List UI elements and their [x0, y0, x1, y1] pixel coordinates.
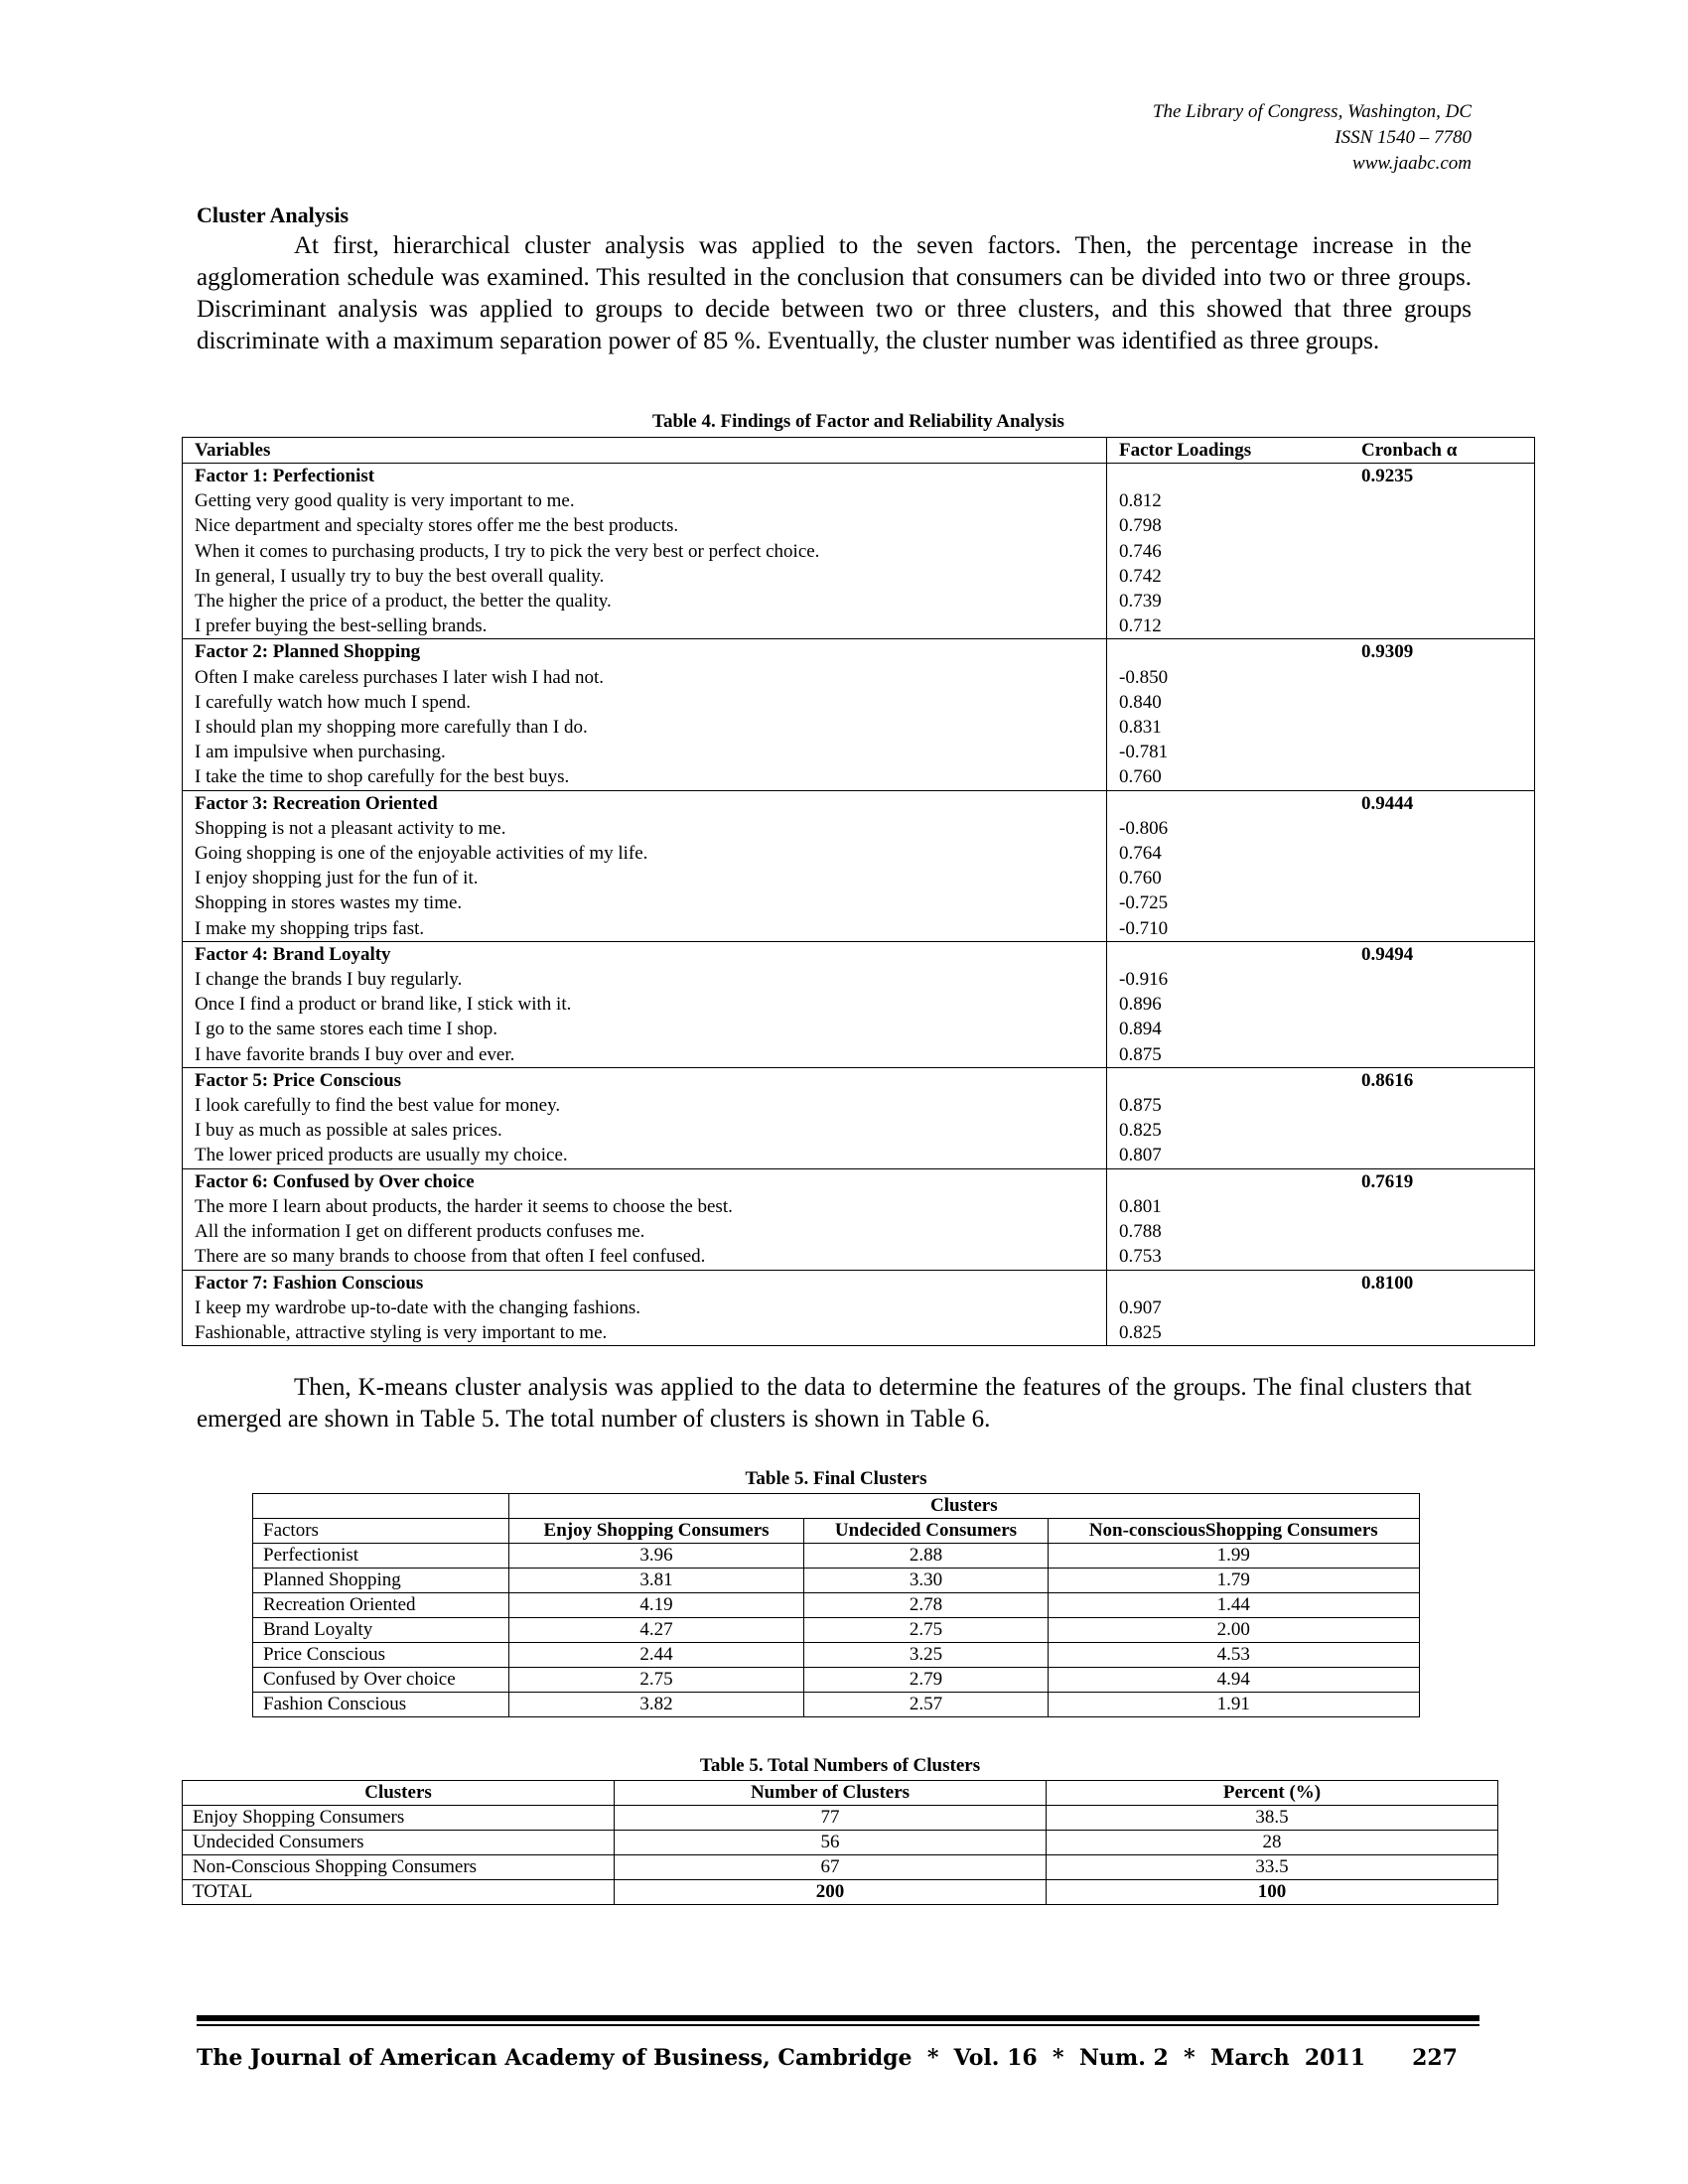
table-row: [253, 1668, 1420, 1693]
item-variable: I prefer buying the best-selling brands.: [183, 614, 1107, 639]
item-variable: I look carefully to find the best value for money.: [183, 1093, 1107, 1118]
item-loading: 0.739: [1119, 591, 1162, 613]
item-variable: The more I learn about products, the harder it seems to choose the best.: [183, 1194, 1107, 1219]
table-5-empty-cell: [253, 1494, 509, 1519]
value-cell: 33.5: [1047, 1855, 1498, 1880]
table-6-body: [183, 1806, 1498, 1905]
item-variable: Once I find a product or brand like, I stick with it.: [183, 992, 1107, 1017]
item-alpha-empty: [1349, 967, 1535, 992]
item-row: [183, 1219, 1535, 1244]
score-cell: 1.79: [1048, 1569, 1419, 1593]
item-alpha-empty: [1349, 740, 1535, 764]
table-6: [182, 1780, 1498, 1905]
item-variable: Going shopping is one of the enjoyable activities of my life.: [183, 841, 1107, 866]
item-row: [183, 1194, 1535, 1219]
score-cell: 4.53: [1048, 1643, 1419, 1668]
item-variable: I buy as much as possible at sales prices.: [183, 1118, 1107, 1143]
item-loading: 0.788: [1119, 1221, 1162, 1243]
factor-cell: Recreation Oriented: [253, 1593, 509, 1618]
item-row: [183, 841, 1535, 866]
page-number: 227: [1412, 2045, 1458, 2071]
table-5-body: [253, 1544, 1420, 1717]
table-4-header-alpha: Cronbach α: [1349, 438, 1535, 464]
score-cell: 3.25: [804, 1643, 1048, 1668]
item-alpha-empty: [1349, 564, 1535, 589]
footer-journal: The Journal of American Academy of Business, Cambridge * Vol. 16 * Num. 2 * March 2011: [197, 2045, 1366, 2071]
item-loading: 0.807: [1119, 1145, 1162, 1166]
item-alpha-empty: [1349, 1017, 1535, 1041]
item-variable: Shopping is not a pleasant activity to me.: [183, 816, 1107, 841]
item-variable: The lower priced products are usually my choice.: [183, 1143, 1107, 1168]
item-row: [183, 614, 1535, 639]
item-loading: -0.781: [1119, 742, 1169, 763]
factor-row: [183, 1067, 1535, 1093]
item-loading: -0.806: [1119, 817, 1169, 839]
factor-cell: Perfectionist: [253, 1544, 509, 1569]
item-loading: 0.760: [1119, 766, 1162, 788]
factor-loading-empty: [1107, 1067, 1350, 1093]
table-4-header-variables: Variables: [183, 438, 1107, 464]
item-alpha-empty: [1349, 1320, 1535, 1346]
item-alpha-empty: [1349, 1244, 1535, 1270]
item-alpha-empty: [1349, 764, 1535, 790]
factor-cell: Confused by Over choice: [253, 1668, 509, 1693]
item-variable: I go to the same stores each time I shop.: [183, 1017, 1107, 1041]
item-loading: -0.916: [1119, 969, 1169, 991]
item-row: [183, 1143, 1535, 1168]
item-row: [183, 564, 1535, 589]
score-cell: 4.19: [508, 1593, 804, 1618]
factor-alpha: 0.9444: [1349, 790, 1535, 816]
factor-name: Factor 1: Perfectionist: [183, 464, 1107, 489]
item-alpha-empty: [1349, 690, 1535, 715]
item-row: [183, 513, 1535, 538]
score-cell: 2.79: [804, 1668, 1048, 1693]
table-6-header-number: Number of Clusters: [615, 1781, 1047, 1806]
item-row: [183, 916, 1535, 942]
table-row: [183, 1806, 1498, 1831]
item-alpha-empty: [1349, 589, 1535, 614]
item-loading: -0.850: [1119, 666, 1169, 688]
item-alpha-empty: [1349, 1194, 1535, 1219]
factor-name: Factor 3: Recreation Oriented: [183, 790, 1107, 816]
score-cell: 2.44: [508, 1643, 804, 1668]
item-variable: Often I make careless purchases I later wish I had not.: [183, 665, 1107, 690]
table-4-header-row: [183, 438, 1535, 464]
item-row: [183, 1244, 1535, 1270]
item-variable: I change the brands I buy regularly.: [183, 967, 1107, 992]
factor-row: [183, 1270, 1535, 1296]
item-row: [183, 1296, 1535, 1320]
item-variable: I am impulsive when purchasing.: [183, 740, 1107, 764]
item-loading: 0.896: [1119, 994, 1162, 1016]
factor-alpha: 0.8100: [1349, 1270, 1535, 1296]
item-row: [183, 1118, 1535, 1143]
factor-cell: Fashion Conscious: [253, 1693, 509, 1717]
item-row: [183, 1093, 1535, 1118]
table-4: [182, 437, 1535, 1346]
item-alpha-empty: [1349, 866, 1535, 890]
item-variable: Fashionable, attractive styling is very important to me.: [183, 1320, 1107, 1346]
item-loading: 0.712: [1119, 615, 1162, 637]
table-5-header-undecided: Undecided Consumers: [804, 1519, 1048, 1544]
factor-row: [183, 464, 1535, 489]
item-variable: I make my shopping trips fast.: [183, 916, 1107, 942]
factor-loading-empty: [1107, 790, 1350, 816]
value-cell: 100: [1047, 1880, 1498, 1905]
item-alpha-empty: [1349, 841, 1535, 866]
factor-row: [183, 941, 1535, 967]
footer-rule-thin: [197, 2024, 1479, 2026]
table-5-group-row: [253, 1494, 1420, 1519]
item-variable: All the information I get on different products confuses me.: [183, 1219, 1107, 1244]
section-title: Cluster Analysis: [197, 203, 350, 227]
value-cell: 200: [615, 1880, 1047, 1905]
item-loading: 0.801: [1119, 1195, 1162, 1217]
score-cell: 3.96: [508, 1544, 804, 1569]
table-5-header-factors: Factors: [253, 1519, 509, 1544]
table-5-header-enjoy: Enjoy Shopping Consumers: [508, 1519, 804, 1544]
item-variable: I have favorite brands I buy over and ever.: [183, 1042, 1107, 1068]
item-variable: Nice department and specialty stores offer me the best products.: [183, 513, 1107, 538]
item-variable: Getting very good quality is very important to me.: [183, 488, 1107, 513]
item-variable: When it comes to purchasing products, I try to pick the very best or perfect choice.: [183, 539, 1107, 564]
value-cell: 67: [615, 1855, 1047, 1880]
value-cell: 77: [615, 1806, 1047, 1831]
item-alpha-empty: [1349, 715, 1535, 740]
value-cell: 28: [1047, 1831, 1498, 1855]
paragraph-2: [197, 1372, 1472, 1435]
factor-name: Factor 7: Fashion Conscious: [183, 1270, 1107, 1296]
item-variable: I enjoy shopping just for the fun of it.: [183, 866, 1107, 890]
score-cell: 2.75: [508, 1668, 804, 1693]
score-cell: 2.75: [804, 1618, 1048, 1643]
table-row: [253, 1544, 1420, 1569]
item-loading: -0.725: [1119, 892, 1169, 914]
factor-loading-empty: [1107, 1168, 1350, 1194]
factor-name: Factor 5: Price Conscious: [183, 1067, 1107, 1093]
item-variable: Shopping in stores wastes my time.: [183, 890, 1107, 915]
item-alpha-empty: [1349, 890, 1535, 915]
item-alpha-empty: [1349, 1042, 1535, 1068]
score-cell: 2.57: [804, 1693, 1048, 1717]
item-alpha-empty: [1349, 665, 1535, 690]
score-cell: 4.94: [1048, 1668, 1419, 1693]
factor-alpha: 0.8616: [1349, 1067, 1535, 1093]
table-row: [183, 1855, 1498, 1880]
item-row: [183, 1320, 1535, 1346]
score-cell: 3.30: [804, 1569, 1048, 1593]
factor-cell: Planned Shopping: [253, 1569, 509, 1593]
item-row: [183, 890, 1535, 915]
score-cell: 2.88: [804, 1544, 1048, 1569]
item-alpha-empty: [1349, 488, 1535, 513]
factor-loading-empty: [1107, 1270, 1350, 1296]
item-row: [183, 992, 1535, 1017]
item-loading: 0.760: [1119, 868, 1162, 889]
score-cell: 1.99: [1048, 1544, 1419, 1569]
item-row: [183, 589, 1535, 614]
score-cell: 1.91: [1048, 1693, 1419, 1717]
item-loading: 0.746: [1119, 540, 1162, 562]
cluster-cell: TOTAL: [183, 1880, 615, 1905]
table-5-caption: Table 5. Final Clusters: [745, 1468, 927, 1489]
item-loading: 0.875: [1119, 1095, 1162, 1117]
item-loading: 0.840: [1119, 691, 1162, 713]
table-4-body: [183, 464, 1535, 1346]
item-row: [183, 488, 1535, 513]
footer-rule-thick: [197, 2015, 1479, 2021]
table-6-header-row: [183, 1781, 1498, 1806]
item-alpha-empty: [1349, 1118, 1535, 1143]
table-row: [183, 1880, 1498, 1905]
item-alpha-empty: [1349, 513, 1535, 538]
item-row: [183, 1017, 1535, 1041]
factor-row: [183, 639, 1535, 665]
factor-name: Factor 2: Planned Shopping: [183, 639, 1107, 665]
item-alpha-empty: [1349, 1296, 1535, 1320]
item-loading: 0.812: [1119, 490, 1162, 512]
header-line-1: The Library of Congress, Washington, DC: [1152, 101, 1472, 122]
item-alpha-empty: [1349, 1219, 1535, 1244]
item-variable: There are so many brands to choose from that often I feel confused.: [183, 1244, 1107, 1270]
item-row: [183, 1042, 1535, 1068]
item-row: [183, 715, 1535, 740]
cluster-cell: Enjoy Shopping Consumers: [183, 1806, 615, 1831]
factor-loading-empty: [1107, 941, 1350, 967]
factor-loading-empty: [1107, 464, 1350, 489]
item-loading: -0.710: [1119, 917, 1169, 939]
item-variable: In general, I usually try to buy the best overall quality.: [183, 564, 1107, 589]
table-row: [253, 1693, 1420, 1717]
item-loading: 0.875: [1119, 1043, 1162, 1065]
item-loading: 0.753: [1119, 1246, 1162, 1268]
item-row: [183, 665, 1535, 690]
paragraph-2-text: Then, K-means cluster analysis was applied to the data to determine the features of the groups. The final clusters that emerged are shown in Table 5. The total number of clusters is shown in Table 6.: [197, 1374, 1472, 1433]
item-row: [183, 764, 1535, 790]
table-4-header-loadings: Factor Loadings: [1107, 438, 1350, 464]
running-header: [1153, 99, 1472, 177]
factor-name: Factor 6: Confused by Over choice: [183, 1168, 1107, 1194]
table-row: [183, 1831, 1498, 1855]
page-footer: [197, 2045, 1458, 2071]
factor-row: [183, 790, 1535, 816]
item-alpha-empty: [1349, 1143, 1535, 1168]
item-row: [183, 740, 1535, 764]
table-6-caption: Table 5. Total Numbers of Clusters: [699, 1755, 981, 1776]
factor-loading-empty: [1107, 639, 1350, 665]
paragraph-1-text: At first, hierarchical cluster analysis was applied to the seven factors. Then, the percentage increase in the agglomeration schedule was examined. This resulted in the conclusion that consumers can be divided into two or three groups. Discriminant analysis was applied to groups to decide between two or three clusters, and this showed that three groups discriminate with a maximum separation power of 85 %. Eventually, the cluster number was identified as three groups.: [197, 232, 1472, 354]
item-alpha-empty: [1349, 992, 1535, 1017]
table-6-header-percent: Percent (%): [1047, 1781, 1498, 1806]
factor-cell: Brand Loyalty: [253, 1618, 509, 1643]
item-alpha-empty: [1349, 916, 1535, 942]
item-row: [183, 690, 1535, 715]
factor-alpha: 0.9309: [1349, 639, 1535, 665]
table-5: [252, 1493, 1420, 1717]
table-5-header-nonconscious: Non-consciousShopping Consumers: [1048, 1519, 1419, 1544]
cluster-cell: Undecided Consumers: [183, 1831, 615, 1855]
factor-alpha: 0.9235: [1361, 466, 1414, 486]
item-loading: 0.825: [1119, 1120, 1162, 1142]
score-cell: 1.44: [1048, 1593, 1419, 1618]
item-loading: 0.831: [1119, 717, 1162, 739]
item-loading: 0.894: [1119, 1019, 1162, 1040]
item-variable: I keep my wardrobe up-to-date with the changing fashions.: [183, 1296, 1107, 1320]
header-line-3: www.jaabc.com: [1352, 153, 1472, 174]
item-variable: I carefully watch how much I spend.: [183, 690, 1107, 715]
item-loading: 0.907: [1119, 1297, 1162, 1318]
table-5-group-header: Clusters: [508, 1494, 1419, 1519]
item-variable: I should plan my shopping more carefully than I do.: [183, 715, 1107, 740]
factor-cell: Price Conscious: [253, 1643, 509, 1668]
item-row: [183, 967, 1535, 992]
item-variable: The higher the price of a product, the better the quality.: [183, 589, 1107, 614]
factor-alpha: 0.9494: [1349, 941, 1535, 967]
item-alpha-empty: [1349, 1093, 1535, 1118]
score-cell: 4.27: [508, 1618, 804, 1643]
item-row: [183, 866, 1535, 890]
table-4-caption: Table 4. Findings of Factor and Reliability Analysis: [652, 411, 1064, 432]
score-cell: 2.00: [1048, 1618, 1419, 1643]
score-cell: 3.81: [508, 1569, 804, 1593]
item-alpha-empty: [1349, 614, 1535, 639]
item-row: [183, 816, 1535, 841]
factor-alpha: 0.7619: [1349, 1168, 1535, 1194]
paragraph-1: [197, 230, 1472, 357]
factor-name: Factor 4: Brand Loyalty: [183, 941, 1107, 967]
table-row: [253, 1643, 1420, 1668]
table-row: [253, 1569, 1420, 1593]
table-row: [253, 1618, 1420, 1643]
score-cell: 3.82: [508, 1693, 804, 1717]
table-row: [253, 1593, 1420, 1618]
item-row: [183, 539, 1535, 564]
cluster-cell: Non-Conscious Shopping Consumers: [183, 1855, 615, 1880]
item-loading: 0.742: [1119, 565, 1162, 587]
table-5-header-row: [253, 1519, 1420, 1544]
value-cell: 56: [615, 1831, 1047, 1855]
score-cell: 2.78: [804, 1593, 1048, 1618]
item-loading: 0.825: [1119, 1321, 1162, 1343]
item-alpha-empty: [1349, 539, 1535, 564]
item-alpha-empty: [1349, 816, 1535, 841]
item-loading: 0.798: [1119, 515, 1162, 537]
factor-row: [183, 1168, 1535, 1194]
header-line-2: ISSN 1540 – 7780: [1335, 127, 1472, 148]
item-loading: 0.764: [1119, 843, 1162, 865]
item-variable: I take the time to shop carefully for the best buys.: [183, 764, 1107, 790]
table-6-header-clusters: Clusters: [183, 1781, 615, 1806]
value-cell: 38.5: [1047, 1806, 1498, 1831]
